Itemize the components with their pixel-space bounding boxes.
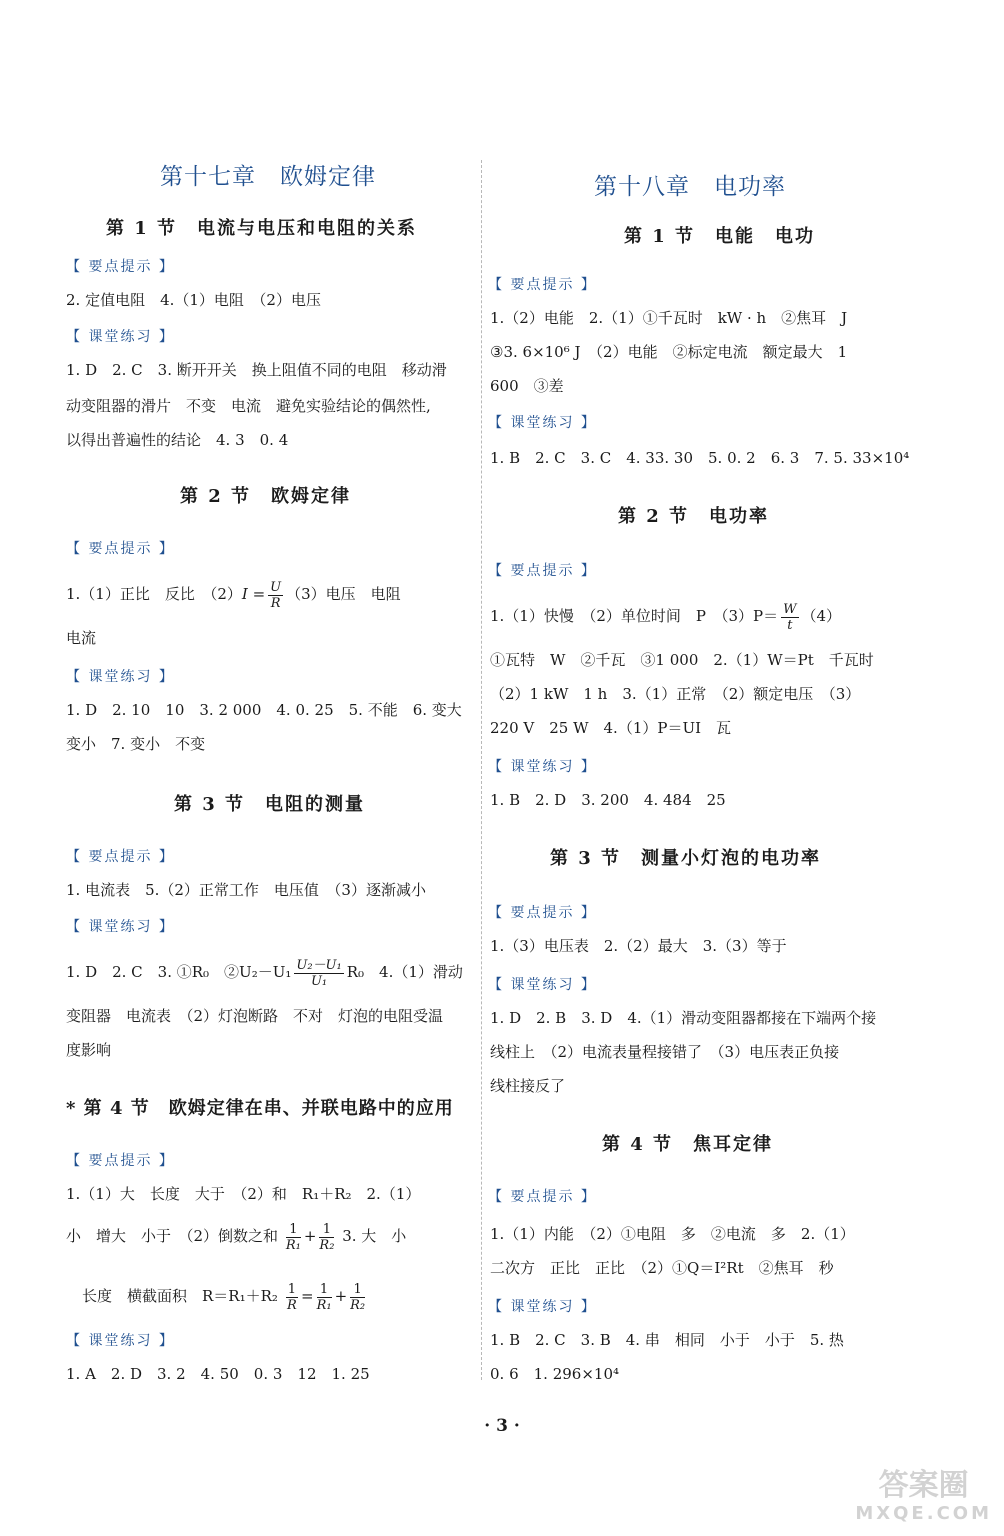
answer-line: 1. B 2. C 3. B 4. 串 相同 小于 小于 5. 热: [490, 1331, 844, 1349]
tips-label: 【 要点提示 】: [488, 905, 597, 921]
answer-line: 1. D 2. B 3. D 4.（1）滑动变阻器都接在下端两个接: [490, 1009, 877, 1027]
formula-fraction: $\frac{\text{U₂－U₁}}{\text{U₁}}$: [296, 957, 342, 989]
tips-label: 【 要点提示 】: [488, 277, 597, 293]
answer-line: 线柱接反了: [490, 1077, 566, 1095]
answer-line: 1. D 2. 10 10 3. 2 000 4. 0. 25 5. 不能 6. 变大: [66, 701, 462, 719]
answer-line: 220 V 25 W 4.（1）P＝UI 瓦: [490, 719, 732, 737]
answer-line: 1. 电流表 5.（2）正常工作 电压值 （3）逐渐减小: [66, 881, 426, 899]
answer-line: 小 增大 小于 （2）倒数之和 $\frac{1}{\text{R₁}}$ + $\frac{1}{\text{R₂}}$ 3. 大 小: [66, 1221, 407, 1253]
practice-label: 【 课堂练习 】: [66, 919, 175, 935]
practice-label: 【 课堂练习 】: [66, 669, 175, 685]
section-title: 第 3 节 电阻的测量: [174, 794, 366, 815]
practice-label: 【 课堂练习 】: [488, 1299, 597, 1315]
answer-line: 动变阻器的滑片 不变 电流 避免实验结论的偶然性,: [66, 397, 431, 415]
practice-label: 【 课堂练习 】: [66, 1333, 175, 1349]
practice-label: 【 课堂练习 】: [488, 977, 597, 993]
answer-line: 线柱上 （2）电流表量程接错了 （3）电压表正负接: [490, 1043, 840, 1061]
formula-fraction: $\frac{1}{R}$: [286, 1281, 297, 1313]
section-title: 第 2 节 电功率: [618, 506, 770, 527]
answer-line: 1.（3）电压表 2.（2）最大 3.（3）等于: [490, 937, 787, 955]
answer-line: 600 ③差: [490, 377, 564, 395]
answer-line: 1. B 2. D 3. 200 4. 484 25: [490, 791, 726, 809]
section-title: 第 2 节 欧姆定律: [180, 486, 352, 507]
answer-line: 1. A 2. D 3. 2 4. 50 0. 3 12 1. 25: [66, 1365, 370, 1383]
answer-line: 1. D 2. C 3. 断开开关 换上阻值不同的电阻 移动滑: [66, 361, 447, 379]
answer-line: 1. B 2. C 3. C 4. 33. 30 5. 0. 2 6. 3 7. 5. 33×10⁴: [490, 449, 910, 467]
section-title: 第 1 节 电能 电功: [624, 226, 816, 247]
page-number: · 3 ·: [484, 1416, 520, 1436]
answer-line: 变小 7. 变小 不变: [66, 735, 206, 753]
tips-label: 【 要点提示 】: [66, 1153, 175, 1169]
practice-label: 【 课堂练习 】: [488, 415, 597, 431]
column-divider: [481, 160, 482, 1380]
watermark-logo: 答案圈 MXQE.COM: [855, 1468, 992, 1524]
answer-line: 1.（1）快慢 （2）单位时间 P （3）P＝ $\frac{W}{t}$ （4）: [490, 601, 842, 633]
section-title: 第 3 节 测量小灯泡的电功率: [550, 848, 822, 869]
answer-line: 以得出普遍性的结论 4. 3 0. 4: [66, 431, 289, 449]
answer-line: 1.（1）内能 （2）①电阻 多 ②电流 多 2.（1）: [490, 1225, 855, 1243]
answer-line: ①瓦特 W ②千瓦 ③1 000 2.（1）W＝Pt 千瓦时: [490, 651, 874, 669]
practice-label: 【 课堂练习 】: [66, 329, 175, 345]
tips-label: 【 要点提示 】: [488, 563, 597, 579]
answer-line: 1.（2）电能 2.（1）①千瓦时 kW · h ②焦耳 J: [490, 309, 848, 327]
answer-line: （2）1 kW 1 h 3.（1）正常 （2）额定电压 （3）: [490, 685, 861, 703]
formula-fraction: $\frac{W}{t}$: [783, 601, 797, 633]
section-title: 第 1 节 电流与电压和电阻的关系: [106, 218, 418, 239]
practice-label: 【 课堂练习 】: [488, 759, 597, 775]
tips-label: 【 要点提示 】: [488, 1189, 597, 1205]
tips-label: 【 要点提示 】: [66, 849, 175, 865]
section-title: 第 4 节 焦耳定律: [602, 1134, 774, 1155]
chapter-title: 第十七章 欧姆定律: [160, 164, 376, 190]
answer-line: 1. D 2. C 3. ①R₀ ②U₂－U₁ $\frac{\text{U₂－U₁}}{\text{U₁}}$ R₀ 4.（1）滑动: [66, 957, 463, 989]
tips-label: 【 要点提示 】: [66, 259, 175, 275]
formula-fraction: $\frac{1}{\text{R₂}}$: [350, 1281, 366, 1313]
answer-line: 2. 定值电阻 4.（1）电阻 （2）电压: [66, 291, 321, 309]
formula-fraction: $\frac{1}{\text{R₁}}$: [285, 1221, 301, 1253]
answer-line: 变阻器 电流表 （2）灯泡断路 不对 灯泡的电阻受温: [66, 1007, 444, 1025]
answer-line: 度影响: [66, 1041, 112, 1059]
answer-line: 1.（1）大 长度 大于 （2）和 R₁＋R₂ 2.（1）: [66, 1185, 421, 1203]
tips-label: 【 要点提示 】: [66, 541, 175, 557]
answer-line: 1.（1）正比 反比 （2）I = $\frac{U}{R}$ （3）电压 电阻: [66, 579, 401, 611]
answer-line: 电流: [66, 629, 97, 647]
answer-line: 二次方 正比 正比 （2）①Q＝I²Rt ②焦耳 秒: [490, 1259, 834, 1277]
formula-fraction: $\frac{U}{R}$: [270, 579, 282, 611]
section-title: * 第 4 节 欧姆定律在串、并联电路中的应用: [66, 1098, 454, 1119]
answer-line: 长度 横截面积 R＝R₁＋R₂ $\frac{1}{R}$ = $\frac{1}{\text{R₁}}$ + $\frac{1}{\text{R₂}}$: [82, 1281, 366, 1313]
formula-fraction: $\frac{1}{\text{R₁}}$: [316, 1281, 332, 1313]
chapter-title: 第十八章 电功率: [594, 174, 786, 200]
answer-line: 0. 6 1. 296×10⁴: [490, 1365, 620, 1383]
answer-line: ③3. 6×10⁶ J （2）电能 ②标定电流 额定最大 1: [490, 343, 848, 361]
formula-fraction: $\frac{1}{\text{R₂}}$: [319, 1221, 335, 1253]
